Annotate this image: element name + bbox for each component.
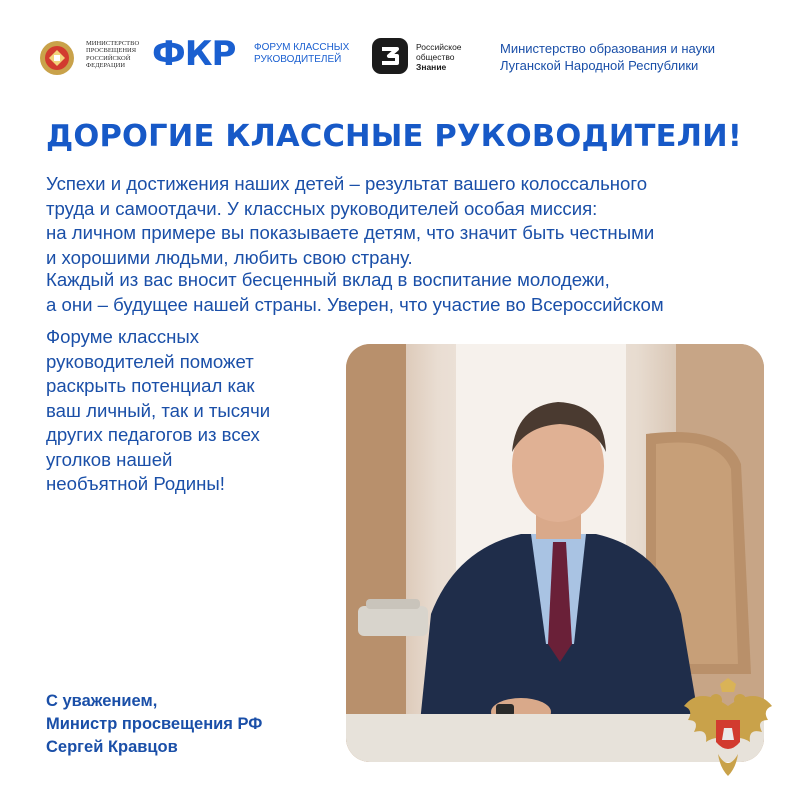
signature-title: Министр просвещения РФ [46, 715, 263, 733]
fkr-logo [152, 36, 352, 76]
ministry-lnr-line-1: Министерство образования и науки [500, 41, 716, 56]
znanie-mark-icon [372, 38, 408, 74]
znanie-line-3: Знание [416, 62, 447, 72]
text-line: руководителей поможет [46, 350, 254, 372]
text-line: уголков нашей [46, 448, 173, 470]
page-title: ДОРОГИЕ КЛАССНЫЕ РУКОВОДИТЕЛИ! [46, 119, 743, 154]
paragraph-1 [46, 172, 786, 270]
text-line: на личном примере вы показываете детям, что значит быть честными [46, 222, 655, 243]
znanie-name [416, 42, 486, 72]
text-line: раскрыть потенциал как [46, 375, 255, 396]
signature-name: Сергей Кравцов [46, 738, 178, 756]
text-line: других педагогов из всех [46, 424, 260, 445]
ministry-emblem-icon [36, 38, 78, 78]
header [0, 0, 800, 100]
znanie-line-1: Российское [416, 42, 462, 52]
signature-greeting: С уважением, [46, 692, 158, 710]
ministry-lnr [500, 40, 790, 74]
text-line: Каждый из вас вносит бесценный вклад в воспитание молодежи, [46, 269, 610, 290]
fkr-mark: ФКР [152, 34, 236, 74]
text-line: необъятной Родины! [46, 473, 225, 494]
text-line: и хорошими людьми, любить свою страну. [46, 246, 413, 268]
ministry-ru-logo [36, 38, 166, 78]
signature [46, 690, 346, 759]
fkr-name: ФОРУМ КЛАССНЫХ РУКОВОДИТЕЛЕЙ [254, 42, 350, 65]
znanie-logo [372, 38, 482, 78]
text-line: Успехи и достижения наших детей – результат вашего колоссального [46, 173, 648, 194]
ministry-ru-name: МИНИСТЕРСТВО ПРОСВЕЩЕНИЯ РОССИЙСКОЙ ФЕДЕРАЦИИ [86, 40, 140, 70]
text-line: ваш личный, так и тысячи [46, 399, 271, 421]
paragraph-3 [46, 325, 336, 497]
znanie-line-2: общество [416, 52, 455, 62]
text-line: а они – будущее нашей страны. Уверен, что участие во Всероссийском [46, 293, 664, 315]
coat-of-arms-icon [680, 676, 776, 780]
ministry-lnr-line-2: Луганской Народной Республики [500, 58, 699, 73]
text-line: Форуме классных [46, 326, 200, 347]
paragraph-2 [46, 268, 786, 317]
text-line: труда и самоотдачи. У классных руководителей особая миссия: [46, 197, 598, 219]
